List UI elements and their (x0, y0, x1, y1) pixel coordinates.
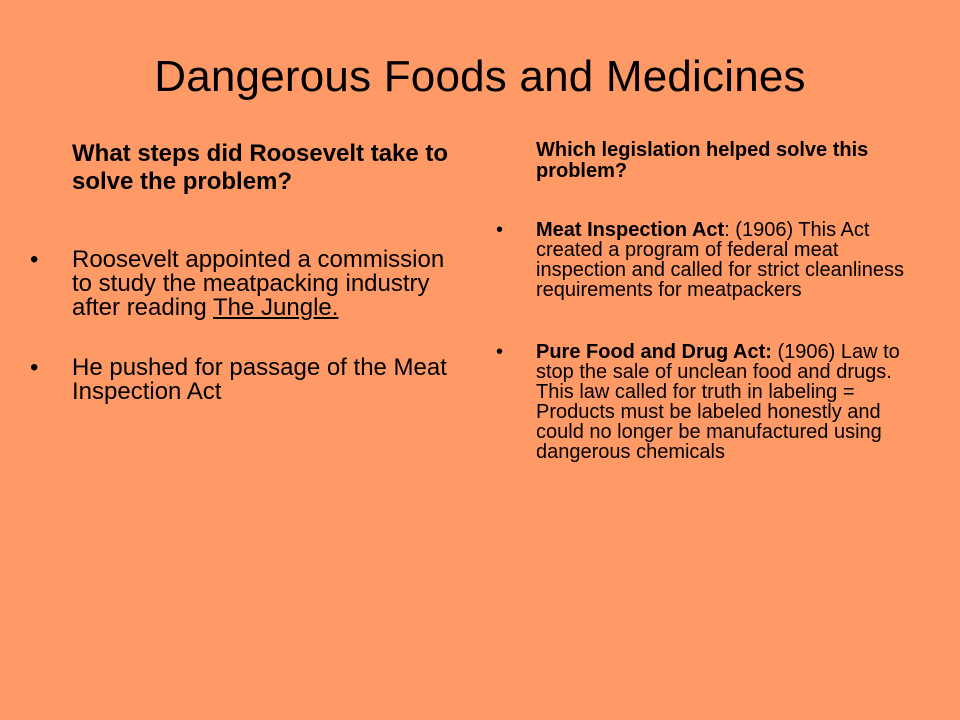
right-question: Which legislation helped solve this problem? (536, 139, 869, 182)
right-bullet-1-text: : (1906) This Act created a program of federal meat inspection and called for strict cleanliness requirements for meatpackers (536, 219, 904, 301)
left-bullet-1-text: Roosevelt appointed a commission to study the meatpacking industry after reading (72, 246, 445, 321)
right-bullet-list (496, 220, 916, 462)
meat-inspection-act-label: Meat Inspection Act (536, 219, 725, 241)
left-question: What steps did Roosevelt take to solve the problem? (72, 140, 449, 195)
right-column (496, 140, 916, 462)
right-bullet-2-text: (1906) Law to stop the sale of unclean food and drugs. This law called for truth in labeling = Products must be labeled honestly and could no longer be manufactured using dangerous chemicals (536, 341, 900, 463)
left-column (30, 140, 450, 404)
left-bullet-2-text: He pushed for passage of the Meat Inspection Act (72, 354, 447, 405)
slide-title: Dangerous Foods and Medicines (154, 52, 806, 101)
left-bullet-list (30, 248, 450, 404)
left-bullet-1 (30, 248, 450, 320)
bullet-icon: • (496, 219, 504, 241)
book-title-the-jungle: The Jungle. (213, 294, 339, 321)
bullet-icon: • (30, 246, 39, 273)
pure-food-and-drug-act-label: Pure Food and Drug Act: (536, 341, 772, 363)
right-bullet-1 (496, 220, 916, 300)
right-bullet-2 (496, 342, 916, 462)
left-bullet-2 (30, 356, 450, 404)
bullet-icon: • (496, 341, 504, 363)
bullet-icon: • (30, 354, 39, 381)
